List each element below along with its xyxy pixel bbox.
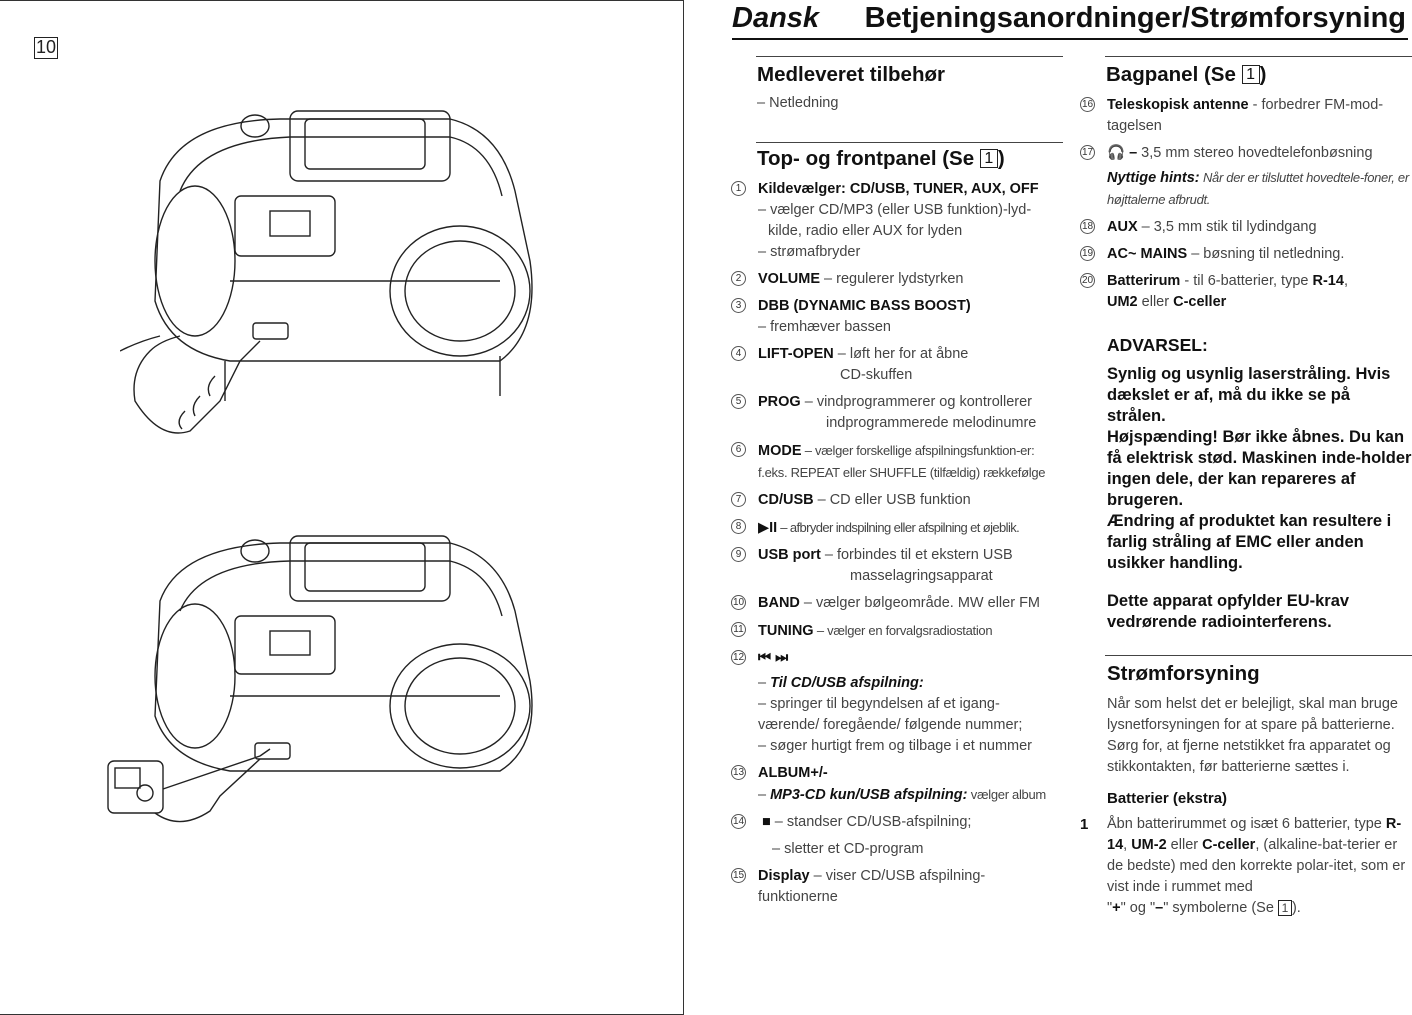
list-item: 12 ⏮ ⏭ – Til CD/USB afspilning: – springer til begyndelsen af et igang- værende/ foregående/ følgende nummer; – søger hurtigt frem og tilbage i et nummer <box>732 650 1033 754</box>
section-divider <box>756 142 1063 143</box>
list-item: 3 DBB (DYNAMIC BASS BOOST) – fremhæver bassen <box>731 296 1063 338</box>
column-controls <box>731 56 1063 914</box>
list-item: 9 USB port – forbindes til et ekstern USB masselagringsapparat <box>731 545 1063 587</box>
list-item: 20 Batterirum - til 6-batterier, type R-14, UM2 eller C-celler <box>1081 273 1348 310</box>
step-item: 1 Åbn batterirummet og isæt 6 batterier, type R-14, UM-2 eller C-celler, (alkaline-bat-terier er de bedste) med den korrekte polar-itet, som er vist inde i rummet med "+" og "–" symbolerne (Se 1 ). <box>1080 816 1406 916</box>
page-header <box>732 2 1408 40</box>
accessories-title: Medleveret tilbehør <box>757 63 945 86</box>
warning-text: Ændring af produktet kan resultere i farlig stråling af EMC eller anden usikker handling. <box>1107 512 1392 572</box>
language-label: Dansk <box>732 2 820 34</box>
list-item: 13 ALBUM+/- – MP3-CD kun/USB afspilning: vælger album <box>732 765 1046 803</box>
list-item: 6 MODE – vælger forskellige afspilningsfunktion-er: f.eks. REPEAT eller SHUFFLE (tilfældig) rækkefølge <box>731 440 1063 484</box>
list-item: 7 CD/USB – CD eller USB funktion <box>731 490 1063 511</box>
headphones-icon: 🎧 – <box>1107 145 1138 161</box>
list-item: 15 Display – viser CD/USB afspilning-funktionerne <box>732 868 986 905</box>
list-item: 8 ▶II – afbryder indspilning eller afspilning et øjeblik. <box>731 517 1063 539</box>
boombox-usb-insert-illustration <box>120 101 550 451</box>
compliance-text: Dette apparat opfylder EU-krav vedrørende radiointerferens. <box>1107 592 1350 631</box>
list-item: 1 Kildevælger: CD/USB, TUNER, AUX, OFF – vælger CD/MP3 (eller USB funktion)-lyd- kilde, radio eller AUX for lyden – strømafbryder <box>731 179 1063 263</box>
power-title: Strømforsyning <box>1107 662 1260 685</box>
boombox-usb-player-illustration <box>100 531 550 831</box>
list-item: 18 AUX – 3,5 mm stik til lydindgang <box>1081 219 1317 235</box>
list-item: 5 PROG – vindprogrammerer og kontrollerer indprogrammerede melodinumre <box>731 392 1063 434</box>
list-item: 11 TUNING – vælger en forvalgsradiostation <box>731 620 1063 642</box>
batteries-title: Batterier (ekstra) <box>1107 790 1228 807</box>
section-divider <box>756 56 1063 57</box>
list-item: 14 ■ – standser CD/USB-afspilning; – sletter et CD-program <box>732 814 972 857</box>
power-text: Når som helst det er belejligt, skal man bruge lysnetforsyningen for at spare på batterierne. Sørg for, at fjerne netstikket fra apparatet og stikkontakten, før batterierne sættes i. <box>1107 696 1398 775</box>
warning-text: Højspænding! Bør ikke åbnes. Du kan få elektrisk stød. Maskinen inde-holder ingen dele, der kan repareres af brugeren. <box>1107 428 1412 509</box>
list-item: 2 VOLUME – regulerer lydstyrken <box>731 269 1063 290</box>
list-item: 10 BAND – vælger bølgeområde. MW eller FM <box>732 595 1041 611</box>
page-title: Betjeningsanordninger/Strømforsyning <box>864 2 1406 34</box>
accessories-item: – Netledning <box>757 95 839 111</box>
warning-text: Synlig og usynlig laserstråling. Hvis dækslet er af, må du ikke se på strålen. <box>1107 365 1391 425</box>
column-back-power <box>1080 56 1412 925</box>
list-item: 4 LIFT-OPEN – løft her for at åbne CD-skuffen <box>731 344 1063 386</box>
list-item: 19 AC~ MAINS – bøsning til netledning. <box>1081 246 1345 262</box>
section-divider <box>1105 56 1412 57</box>
panel-title: Top- og frontpanel (Se 1 ) <box>757 147 1005 170</box>
warning-title: ADVARSEL: <box>1107 335 1208 355</box>
list-item: 16 Teleskopisk antenne - forbedrer FM-mod-tagelsen <box>1081 97 1384 134</box>
left-page <box>0 0 684 1015</box>
back-panel-title: Bagpanel (Se 1 ) <box>1106 63 1267 86</box>
figure-label: 10 <box>35 37 57 57</box>
section-divider <box>1105 655 1412 656</box>
list-item: 17 🎧 – 3,5 mm stereo hovedtelefonbøsning Nyttige hints: Når der er tilsluttet hovedtele-foner, er højttalerne afbrudt. <box>1081 145 1409 207</box>
